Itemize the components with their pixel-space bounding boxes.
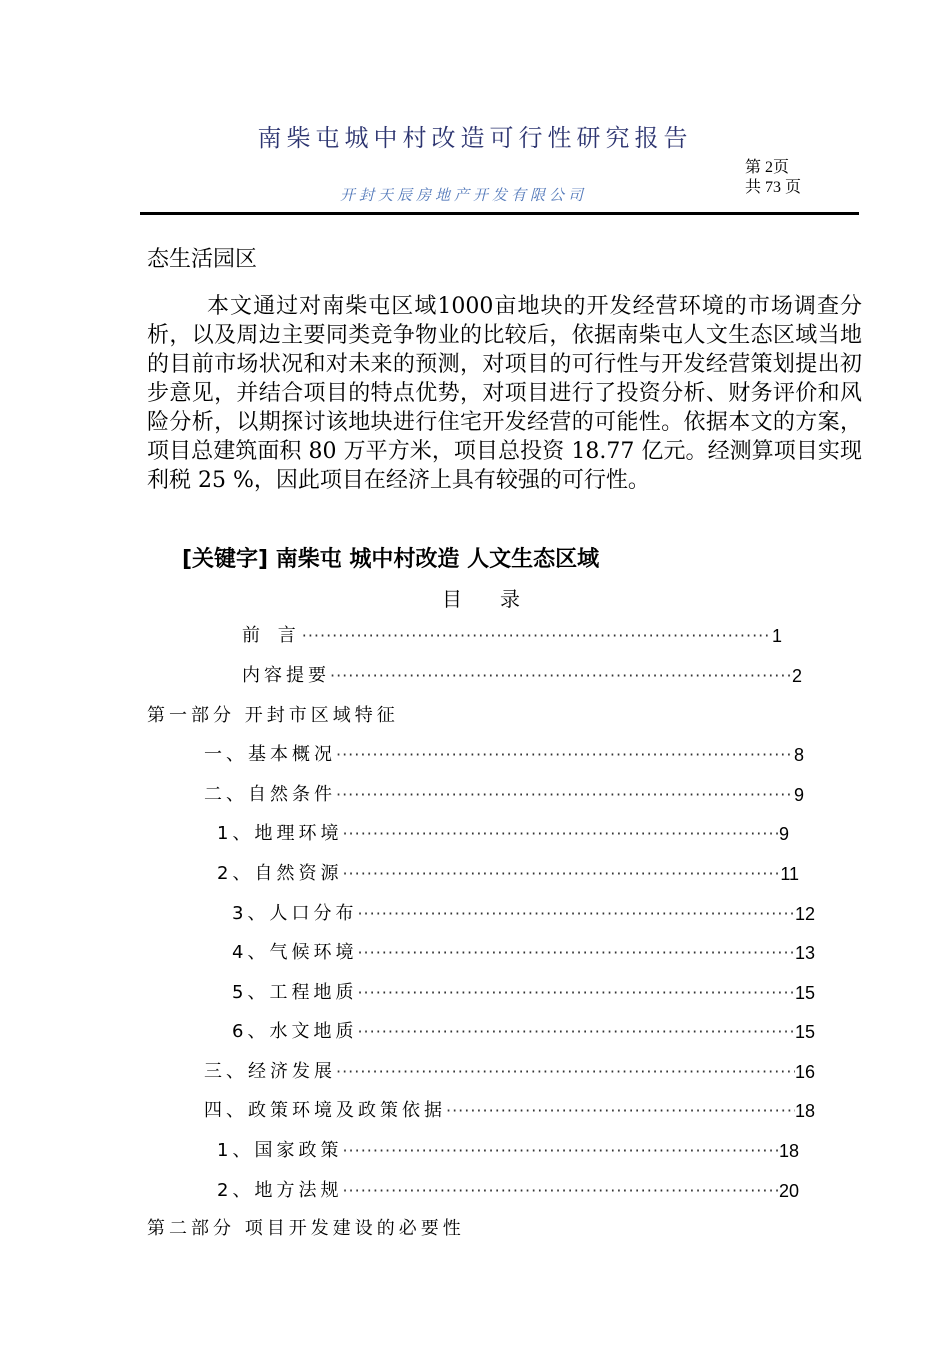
- toc-leader: [336, 743, 794, 767]
- toc-leader: [336, 1060, 795, 1084]
- toc-entry[interactable]: [232, 902, 815, 926]
- toc-entry[interactable]: [232, 941, 815, 965]
- toc-entry-page: 16: [794, 1062, 815, 1082]
- toc-entry-label: 四、政策环境及政策依据: [204, 1100, 446, 1121]
- toc-leader: [357, 941, 795, 965]
- toc-heading: 目录: [442, 587, 558, 611]
- toc-entry-page: 15: [794, 1022, 815, 1042]
- toc-entry-label: 1、国家政策: [217, 1140, 343, 1161]
- toc-entry[interactable]: [204, 783, 804, 807]
- toc-entry-page: 1: [771, 626, 782, 646]
- abstract-paragraph: 本文通过对南柴屯区域1000亩地块的开发经营环境的市场调查分析，以及周边主要同类竞争物业的比较后，依据南柴屯人文生态区域当地的目前市场状况和对未来的预测，对项目的可行性与开发经营策划提出初步意见，并结合项目的特点优势，对项目进行了投资分析、财务评价和风险分析，以期探讨该地块进行住宅开发经营的可能性。依据本文的方案，项目总建筑面积 80 万平方米，项目总投资 18.77 亿元。经测算项目实现利税 25 %，因此项目在经济上具有较强的可行性。: [147, 294, 862, 493]
- toc-leader: [446, 1099, 795, 1123]
- toc-leader: [336, 783, 794, 807]
- toc-entry-page: 18: [778, 1141, 799, 1161]
- toc-entry-label: 2、地方法规: [217, 1180, 343, 1201]
- toc-entry-page: 20: [778, 1181, 799, 1201]
- toc-leader: [357, 1020, 795, 1044]
- toc-entry-label: 2、自然资源: [217, 863, 343, 884]
- toc-entry-label: 前 言: [242, 625, 302, 646]
- header-divider: [140, 212, 859, 215]
- toc-entry[interactable]: [217, 1139, 799, 1163]
- toc-entry[interactable]: [232, 1020, 815, 1044]
- toc-entry[interactable]: [242, 664, 802, 688]
- page-total: 共 73 页: [745, 179, 802, 196]
- toc-entry-page: 13: [794, 943, 815, 963]
- toc-entry-label: 一、基本概况: [204, 744, 336, 765]
- toc-entry-label: 三、经济发展: [204, 1061, 336, 1082]
- toc-leader: [357, 902, 795, 926]
- toc-leader: [342, 1139, 779, 1163]
- toc-entry-page: 2: [791, 666, 802, 686]
- toc-leader: [342, 822, 779, 846]
- toc-entry-page: 11: [780, 864, 799, 884]
- toc-entry[interactable]: [217, 1179, 799, 1203]
- toc-entry-page: 9: [793, 785, 804, 805]
- toc-leader: [330, 664, 792, 688]
- toc-entry[interactable]: [204, 743, 804, 767]
- toc-entry[interactable]: [204, 1060, 815, 1084]
- continued-text: 态生活园区: [147, 247, 258, 272]
- toc-entry-label: 5、工程地质: [232, 982, 358, 1003]
- toc-entry-page: 8: [793, 745, 804, 765]
- toc-entry-label: 二、自然条件: [204, 784, 336, 805]
- toc-entry-page: 18: [794, 1101, 815, 1121]
- toc-entry-page: 9: [778, 824, 789, 844]
- toc-entry[interactable]: [232, 981, 815, 1005]
- toc-entry[interactable]: [217, 822, 789, 846]
- toc-entry-page: 15: [794, 983, 815, 1003]
- toc-entry-label: 6、水文地质: [232, 1021, 358, 1042]
- toc-leader: [302, 624, 772, 648]
- toc-part-heading[interactable]: 第二部分 项目开发建设的必要性: [147, 1218, 465, 1239]
- keywords-line: [关键字] 南柴屯 城中村改造 人文生态区域: [182, 547, 600, 572]
- page-number: [745, 158, 801, 198]
- toc-entry-label: 内容提要: [242, 665, 330, 686]
- toc-leader: [357, 981, 795, 1005]
- toc-entry[interactable]: [204, 1099, 815, 1123]
- page-current: 第 2页: [745, 159, 790, 176]
- toc-leader: [342, 862, 780, 886]
- toc-part-heading[interactable]: 第一部分 开封市区域特征: [147, 705, 399, 726]
- toc-entry-page: 12: [794, 904, 815, 924]
- toc-leader: [342, 1179, 779, 1203]
- toc-entry-label: 1、地理环境: [217, 823, 343, 844]
- company-name: 开封天辰房地产开发有限公司: [340, 186, 588, 204]
- toc-entry-label: 3、人口分布: [232, 903, 358, 924]
- toc-entry[interactable]: [242, 624, 782, 648]
- toc-entry[interactable]: [217, 862, 799, 886]
- toc-entry-label: 4、气候环境: [232, 942, 358, 963]
- document-header-title: 南柴屯城中村改造可行性研究报告: [257, 124, 693, 152]
